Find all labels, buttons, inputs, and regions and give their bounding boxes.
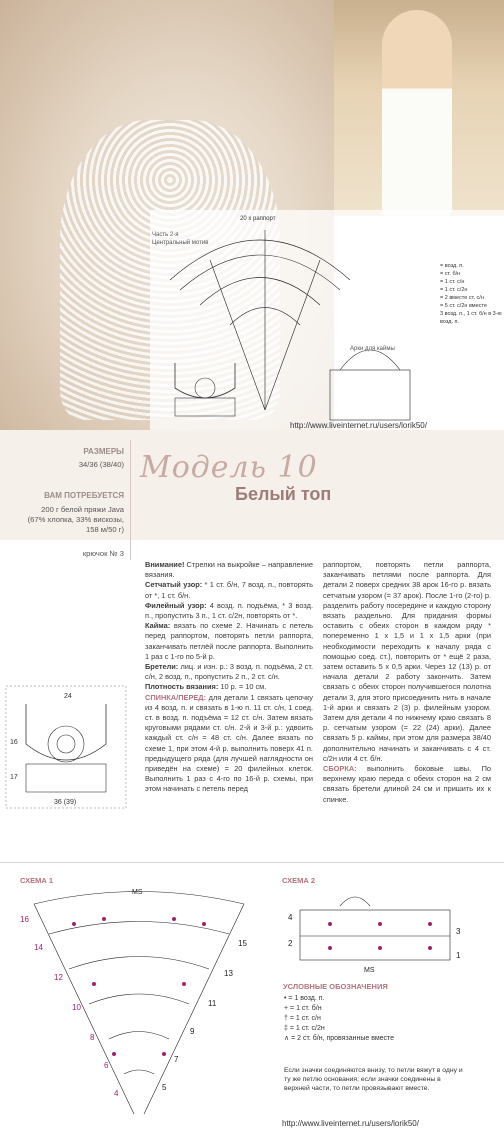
schema-2-chart [280, 884, 480, 976]
row-number: 1 [456, 951, 461, 960]
sizes-value: 34/36 (38/40) [78, 460, 124, 469]
row-number: 14 [34, 943, 43, 952]
caption-part2: Часть 2-я [152, 232, 179, 238]
sc2tog-icon: ∧ [284, 1035, 290, 1042]
legend-title: УСЛОВНЫЕ ОБОЗНАЧЕНИЯ [283, 982, 388, 991]
top-legend [440, 262, 502, 326]
page-title: Белый топ [235, 484, 332, 504]
url-top[interactable]: http://www.liveinternet.ru/users/lorik50/ [290, 421, 427, 430]
row-number: 6 [104, 1061, 109, 1070]
need-value-2: (67% хлопка, 33% вискозы, [27, 515, 124, 524]
top-legend-item: = 1 ст. с/2н [440, 287, 468, 293]
repeat-label: 20 х раппорт [240, 216, 276, 222]
ms-marker: MS [132, 889, 143, 896]
legend-item: ‡ = 1 ст. с/2н [284, 1025, 325, 1032]
row-number: 8 [90, 1033, 95, 1042]
row-number: 15 [238, 939, 247, 948]
paragraph: Сетчатый узор: * 1 ст. б/н, 7 возд. п., повторять от *, 1 ст. б/н. [145, 580, 313, 600]
url-bottom[interactable]: http://www.liveinternet.ru/users/lorik50/ [282, 1119, 419, 1128]
arches-label: Арки для каймы [350, 346, 395, 352]
hook-size: крючок № 3 [82, 549, 124, 558]
legend-note: Если значки соединяются внизу, то петли вяжут в одну и ту же петлю основания; если значки соединены в верхней части, то петли провязывают вместе. [284, 1067, 463, 1092]
need-label: ВАМ ПОТРЕБУЕТСЯ [44, 491, 124, 500]
row-number: 13 [224, 969, 233, 978]
top-schematic [165, 358, 245, 426]
legend-item: • = 1 возд. п. [284, 995, 325, 1002]
divider [130, 440, 131, 560]
model-photo [334, 0, 504, 216]
paragraph: СБОРКА: выполнить боковые швы. По верхнему краю переда с обеих сторон на 2 см связать бретели длиной 24 см и пришить их к спинке. [323, 764, 491, 804]
dim-label: 17 [10, 774, 18, 781]
paragraph: СПИНКА/ПЕРЕД: для детали 1 связать цепочку из 4 возд. п. и связать в 1-ю п. 11 ст. с/н, 1 соед. ст. в возд. п. подъёма = 12 ст. с/н. Затем вязать круговыми рядами ст. с/н. 2-й и 3-й р.: удвоить каждый ст. с/н = 48 ст. с/н. Далее вязать по схеме 1, при этом 4-й р. выполнить поверх 41 п. предыдущего ряда (для лучшей наглядности он приведён на схеме) = 20 филейных клеток. Выполнить 1 раз с 4-го по 16-й р. схемы, при этом начинать с петель перед [145, 692, 313, 794]
top-legend-item: 3 возд. п., 1 ст. б/н в 3-ю возд. п. [440, 311, 502, 325]
top-legend-item: = 2 вместе ст. с/н [440, 295, 484, 301]
tr-icon: ‡ [284, 1025, 288, 1032]
row-number: 3 [456, 927, 461, 936]
model-number: Модель 10 [140, 450, 318, 485]
paragraph: Кайма: вязать по схеме 2. Начинать с петель перед раппортом, повторять петли раппорта, заканчивать петлёй после раппорта. Выполнить 1 раз с 1-го по 5-й р. [145, 621, 313, 661]
need-value-3: 158 м/50 г) [86, 525, 124, 534]
dim-label: 24 [64, 693, 72, 700]
sc-icon: + [284, 1005, 289, 1012]
instructions-col-1 [145, 560, 313, 795]
model-figure [382, 10, 452, 216]
paragraph: раппортом, повторять петли раппорта, заканчивать петлями после раппорта. Для детали 2 поверх средних 38 арок 16-го р. вязать сетчатым узором (= 37 арок). После 1-го (2-го) р. разделить работу посередине и каждую сторону вязать раздельно. Для придания формы оставить с обеих сторон в каждом ряду * попеременно 1 х 1,5 и 1 х 1,5 арки (при необходимости переходить к началу ряда с помощью соед. ст.), повторить от * ещё 2 раза, затем оставить 5 х 0,5 арки. Через 12 (13) р. от начала детали 2 работу закончить. Затем связать с обеих сторон получившегося полотна детали 3, для этого присоединить нить в начале 1-й арки и связать 2 (3) р. филейным узором. Затем для детали 4 по нижнему краю связать 8 р. сетчатым узором (= 22 (24) арки). Далее связать 5 р. каймы, при этом для размера 38/40 дополнительно начинать и заканчивать с 4 ст. с/2н или 4 ст. б/н. [323, 560, 491, 763]
ms-marker: MS [364, 967, 375, 974]
paragraph: Плотность вязания: 10 р. = 10 см. [145, 682, 267, 692]
legend-item: † = 1 ст. с/н [284, 1015, 321, 1022]
schema-2-title: СХЕМА 2 [282, 876, 316, 885]
body-schematic [4, 684, 128, 810]
row-number: 16 [20, 915, 29, 924]
paragraph: Внимание! Стрелки на выкройке – направление вязания. [145, 560, 313, 580]
schema-1-title: СХЕМА 1 [20, 876, 54, 885]
row-number: 4 [114, 1089, 119, 1098]
schema-1-chart [14, 884, 264, 1124]
row-number: 12 [54, 973, 63, 982]
row-number: 11 [208, 999, 217, 1008]
row-number: 10 [72, 1003, 81, 1012]
chain-icon: • [284, 995, 287, 1002]
instructions-col-2 [323, 560, 491, 805]
row-number: 5 [162, 1083, 167, 1092]
paragraph: Филейный узор: 4 возд. п. подъёма, * 3 возд. п., пропустить 3 п., 1 ст. с/2н, повторять от *. [145, 600, 313, 621]
top-legend-item: = ст. б/н [440, 271, 461, 277]
legend-item: ∧ = 2 ст. б/н, провязанные вместе [284, 1035, 395, 1042]
top-legend-item: = 1 ст. с/н [440, 279, 465, 285]
row-number: 4 [288, 913, 293, 922]
legend-list [284, 994, 484, 1044]
dim-label: 16 [10, 739, 18, 746]
legend-item: + = 1 ст. б/н [284, 1005, 322, 1012]
paragraph: Бретели: лиц. и изн. р.: 3 возд. п. подъёма, 2 ст. с/н, 2 возд. п., пропустить 2 п., 2 ст. с/н. [145, 662, 313, 682]
top-legend-item: = возд. п. [440, 263, 464, 269]
dc-icon: † [284, 1015, 288, 1022]
row-number: 2 [288, 939, 293, 948]
row-number: 7 [174, 1055, 179, 1064]
caption-central-motif: Центральный мотив [152, 240, 209, 246]
top-legend-item: = 5 ст. с/2н вместе [440, 303, 487, 309]
row-number: 9 [190, 1027, 195, 1036]
dim-label: 36 (39) [54, 799, 77, 806]
sizes-label: РАЗМЕРЫ [83, 447, 124, 456]
need-value-1: 200 г белой пряжи Java [41, 505, 124, 514]
